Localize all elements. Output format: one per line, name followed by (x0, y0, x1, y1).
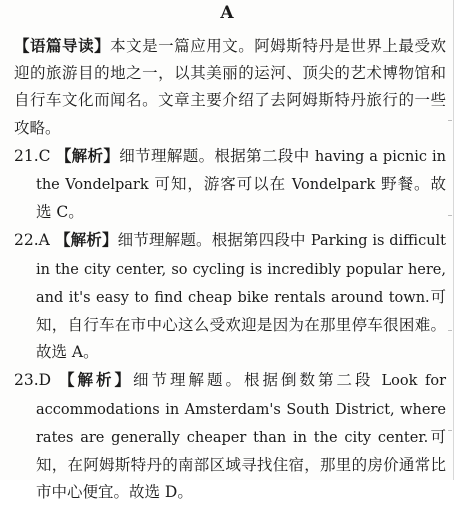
answer-22-tail: 可知，自行车在市中心这么受欢迎是因为在那里停车很困难。故选 A。 (36, 287, 446, 362)
edge-tick (448, 120, 452, 121)
answer-22-lead: 细节理解题。根据第四段中 (117, 231, 306, 250)
answer-21-number: 21.C (14, 146, 51, 165)
answer-21 (14, 142, 446, 227)
intro-label: 【语篇导读】 (14, 36, 111, 55)
answer-23-lead: 细节理解题。根据倒数第二段 (133, 371, 374, 390)
edge-tick (448, 430, 452, 431)
edge-tick (448, 215, 452, 216)
answer-23-label: 【解析】 (59, 370, 134, 390)
answer-23-number: 23.D (14, 371, 52, 390)
answer-21-label: 【解析】 (55, 145, 120, 165)
answer-21-quote: having a picnic in the Vondelpark (36, 148, 446, 194)
intro-paragraph (14, 32, 446, 142)
answer-23-quote: Look for accommodations in Amsterdam's South District, where rates are generally cheaper than in the city center. (36, 373, 446, 446)
document-body (14, 32, 446, 506)
answer-21-lead: 细节理解题。根据第二段中 (119, 146, 310, 165)
answer-22-number: 22.A (14, 231, 50, 250)
edge-tick (448, 330, 452, 331)
answer-22 (14, 226, 446, 366)
intro-text: 本文是一篇应用文。阿姆斯特丹是世界上最受欢迎的旅游目的地之一，以其美丽的运河、顶尖的艺术博物馆和自行车文化而闻名。文章主要介绍了去阿姆斯特丹旅行的一些攻略。 (14, 37, 446, 137)
section-title: A (220, 3, 234, 23)
answer-23-tail: 可知，在阿姆斯特丹的南部区域寻找住宿，那里的房价通常比市中心便宜。故选 D。 (36, 427, 446, 502)
answer-21-quote2: Vondelpark (291, 177, 376, 194)
answer-21-tail: 野餐。故选 C。 (36, 175, 446, 222)
answer-22-quote: Parking is difficult in the city center, so cycling is incredibly popular here, and it's easy to find cheap bike rentals around town. (36, 233, 446, 306)
answer-21-mid: 可知，游客可以在 (154, 175, 287, 194)
answer-23 (14, 366, 446, 506)
answer-22-label: 【解析】 (54, 230, 118, 250)
